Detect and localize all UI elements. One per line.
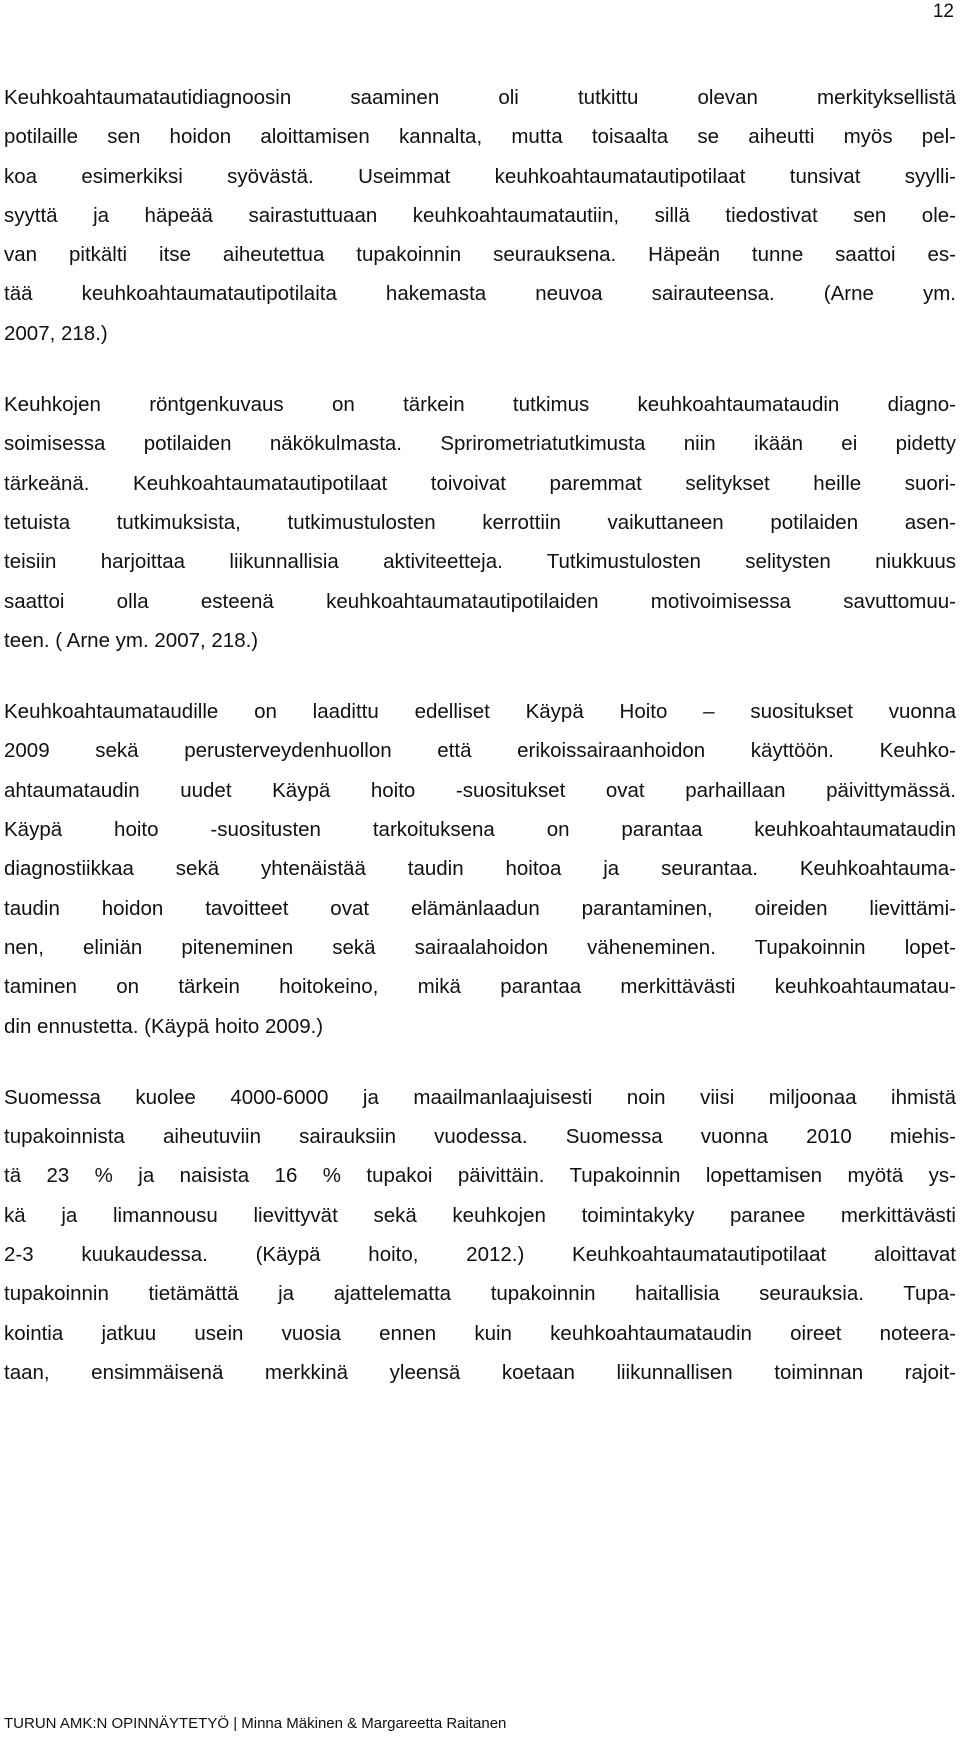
- text-line: Keuhkojen röntgenkuvaus on tärkein tutkimus keuhkoahtaumataudin diagno-: [4, 393, 956, 417]
- text-line: diagnostiikkaa sekä yhtenäistää taudin hoitoa ja seurantaa. Keuhkoahtauma-: [4, 857, 956, 881]
- page-footer: TURUN AMK:N OPINNÄYTETYÖ | Minna Mäkinen & Margareetta Raitanen: [4, 1715, 507, 1732]
- page-number: 12: [932, 1, 954, 22]
- document-body: [4, 78, 956, 1424]
- text-line: teen. ( Arne ym. 2007, 218.): [4, 628, 259, 652]
- text-line: soimisessa potilaiden näkökulmasta. Sprirometriatutkimusta niin ikään ei pidetty: [4, 432, 956, 456]
- text-line: kä ja limannousu lievittyvät sekä keuhkojen toimintakyky paranee merkittävästi: [4, 1203, 956, 1227]
- paragraph: [4, 78, 956, 353]
- text-line: potilaille sen hoidon aloittamisen kannalta, mutta toisaalta se aiheutti myös pel-: [4, 125, 956, 149]
- text-line: teisiin harjoittaa liikunnallisia aktiviteetteja. Tutkimustulosten selitysten niukkuus: [4, 550, 956, 574]
- paragraph: [4, 1078, 956, 1392]
- paragraph: [4, 385, 956, 660]
- text-line: van pitkälti itse aiheutettua tupakoinnin seurauksena. Häpeän tunne saattoi es-: [4, 243, 956, 267]
- text-line: Keuhkoahtaumataudille on laadittu edelliset Käypä Hoito – suositukset vuonna: [4, 700, 956, 724]
- text-line: Keuhkoahtaumatautidiagnoosin saaminen oli tutkittu olevan merkityksellistä: [4, 86, 956, 109]
- text-line: 2009 sekä perusterveydenhuollon että erikoissairaanhoidon käyttöön. Keuhko-: [4, 739, 956, 763]
- text-line: Suomessa kuolee 4000-6000 ja maailmanlaajuisesti noin viisi miljoonaa ihmistä: [4, 1085, 956, 1109]
- text-line: tä 23 % ja naisista 16 % tupakoi päivittäin. Tupakoinnin lopettamisen myötä ys-: [4, 1164, 956, 1188]
- text-line: koa esimerkiksi syövästä. Useimmat keuhkoahtaumatautipotilaat tunsivat syylli-: [4, 164, 956, 188]
- text-line: saattoi olla esteenä keuhkoahtaumatautipotilaiden motivoimisessa savuttomuu-: [4, 589, 956, 613]
- text-line: Käypä hoito -suositusten tarkoituksena on parantaa keuhkoahtaumataudin: [4, 818, 956, 842]
- text-line: tärkeänä. Keuhkoahtaumatautipotilaat toivoivat paremmat selitykset heille suori-: [4, 471, 956, 495]
- text-line: taan, ensimmäisenä merkkinä yleensä koetaan liikunnallisen toiminnan rajoit-: [4, 1360, 956, 1384]
- text-line: ahtaumataudin uudet Käypä hoito -suositukset ovat parhaillaan päivittymässä.: [4, 778, 956, 802]
- text-line: din ennustetta. (Käypä hoito 2009.): [4, 1014, 324, 1038]
- text-line: tupakoinnista aiheutuviin sairauksiin vuodessa. Suomessa vuonna 2010 miehis-: [4, 1125, 956, 1149]
- text-line: tetuista tutkimuksista, tutkimustulosten kerrottiin vaikuttaneen potilaiden asen-: [4, 510, 956, 534]
- text-line: syyttä ja häpeää sairastuttuaan keuhkoahtaumatautiin, sillä tiedostivat sen ole-: [4, 203, 956, 227]
- paragraph: [4, 692, 956, 1046]
- text-line: 2-3 kuukaudessa. (Käypä hoito, 2012.) Keuhkoahtaumatautipotilaat aloittavat: [4, 1243, 956, 1267]
- text-line: taudin hoidon tavoitteet ovat elämänlaadun parantaminen, oireiden lievittämi-: [4, 896, 956, 920]
- text-line: nen, eliniän piteneminen sekä sairaalahoidon väheneminen. Tupakoinnin lopet-: [4, 935, 956, 959]
- text-line: tupakoinnin tietämättä ja ajattelematta tupakoinnin haitallisia seurauksia. Tupa-: [4, 1282, 956, 1306]
- text-line: taminen on tärkein hoitokeino, mikä parantaa merkittävästi keuhkoahtaumatau-: [4, 975, 956, 999]
- text-line: kointia jatkuu usein vuosia ennen kuin keuhkoahtaumataudin oireet noteera-: [4, 1321, 956, 1345]
- text-line: 2007, 218.): [4, 321, 108, 345]
- text-line: tää keuhkoahtaumatautipotilaita hakemasta neuvoa sairauteensa. (Arne ym.: [4, 282, 956, 306]
